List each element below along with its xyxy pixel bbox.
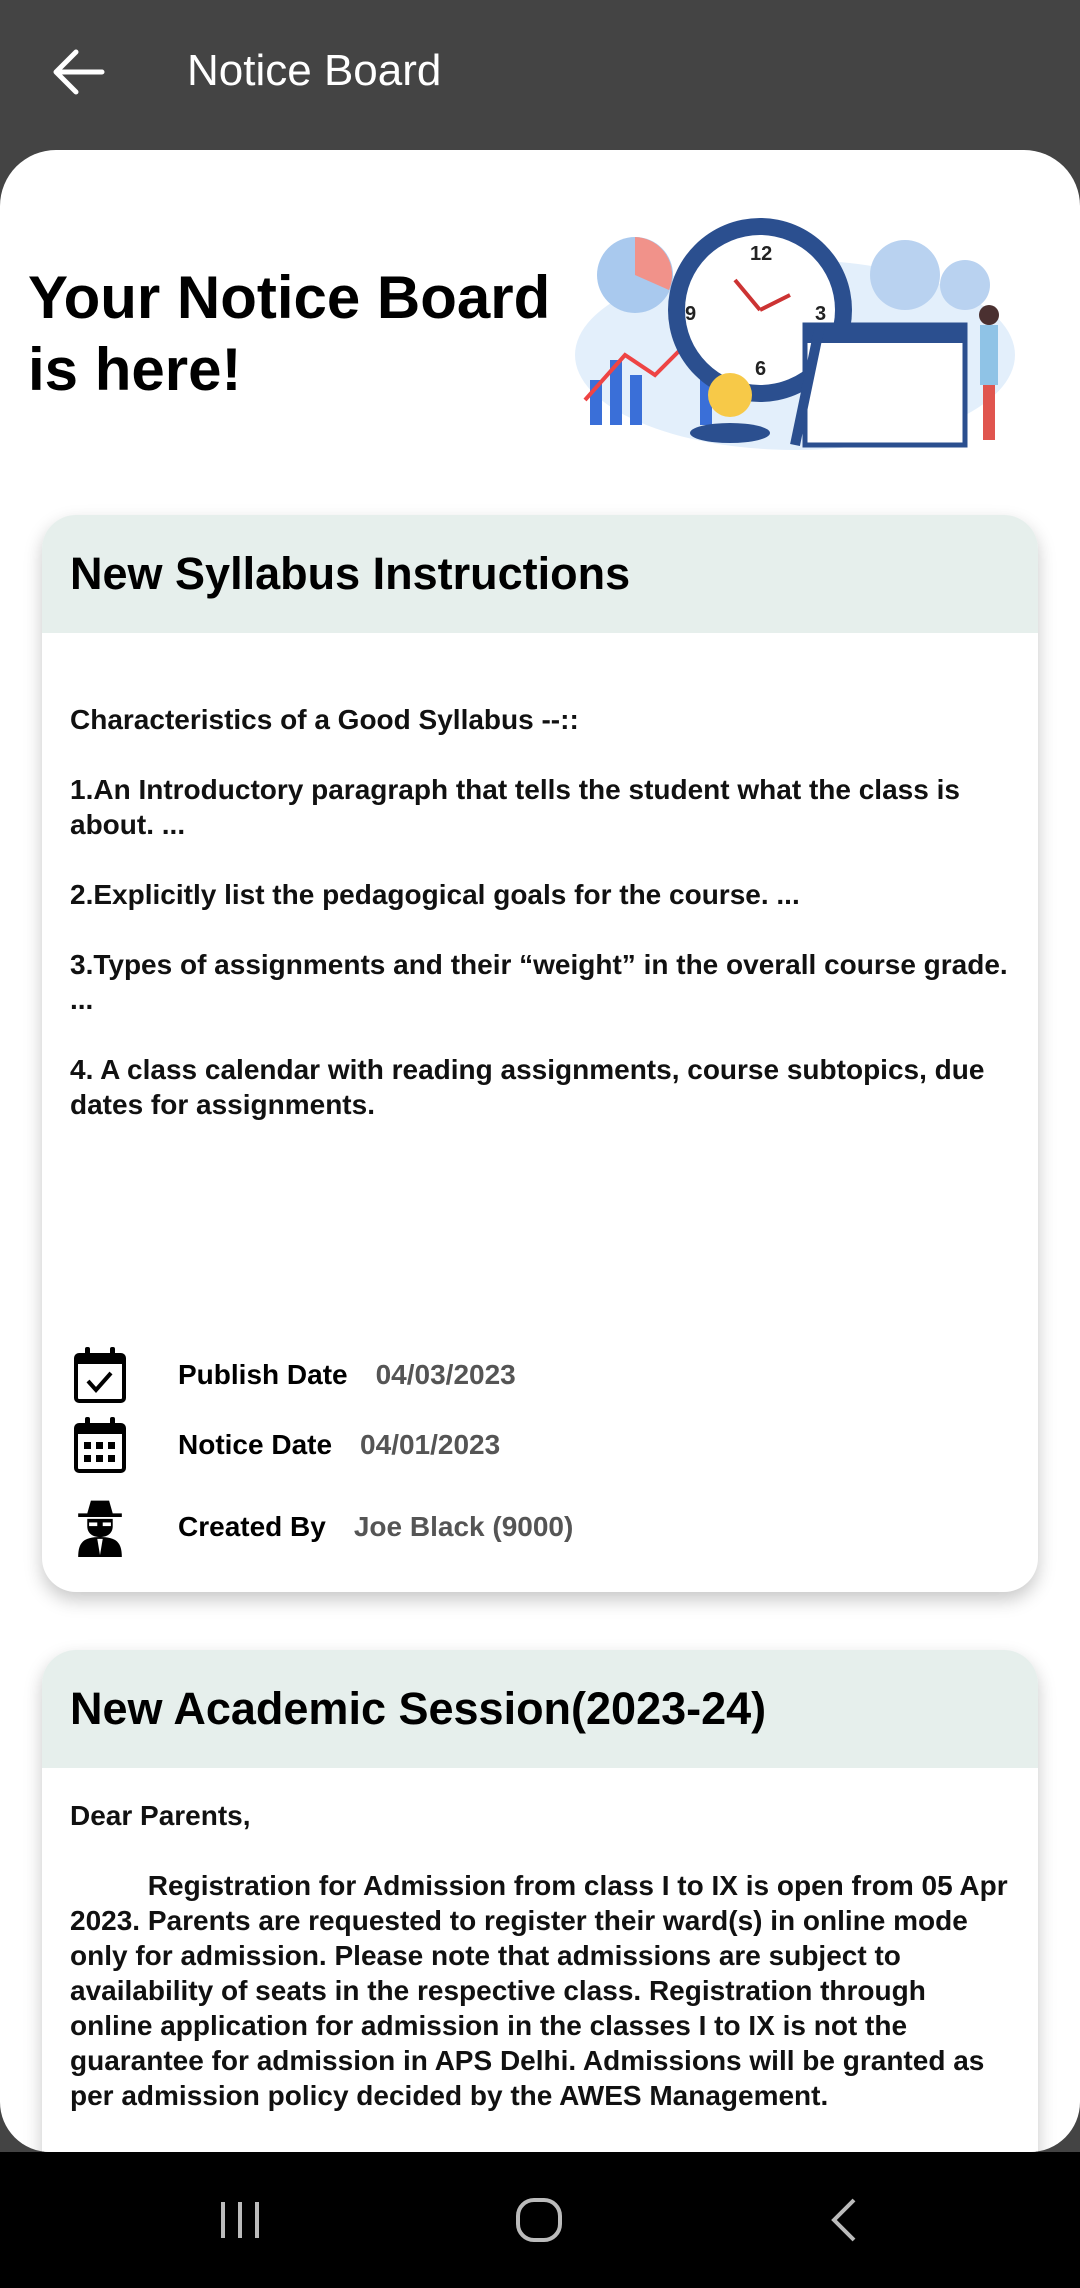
notice-card[interactable]: [42, 1650, 1038, 2152]
notice-card[interactable]: [42, 515, 1038, 1592]
notice-title: New Academic Session(2023-24): [42, 1650, 1038, 1768]
home-button[interactable]: [512, 2192, 568, 2253]
created-by-value: Joe Black (9000): [353, 1511, 574, 1542]
recent-apps-icon: [215, 2192, 265, 2248]
home-icon: [512, 2192, 568, 2248]
recent-apps-button[interactable]: [215, 2192, 265, 2253]
arrow-left-icon: [46, 40, 110, 104]
notice-board-illustration: [565, 205, 1025, 455]
created-by-row: [70, 1497, 573, 1557]
hero-heading: Your Notice Board is here!: [28, 264, 551, 403]
page-title: Notice Board: [187, 46, 442, 95]
svg-text:12: 12: [750, 243, 773, 265]
publish-date-label: Publish Date: [178, 1359, 348, 1390]
notice-title: New Syllabus Instructions: [42, 515, 1038, 633]
notice-body: Characteristics of a Good Syllabus --:: 1.An Introductory paragraph that tells the student what the class is about. ... 2.Explicitly list the pedagogical goals for the course. ... 3.Types of assignments and their “weight” in the overall course grade. ... 4. A class calendar with reading assignments, course subtopics, due dates for assignments.: [70, 704, 1008, 1120]
content-sheet[interactable]: [0, 150, 1080, 2152]
notice-date-row: [70, 1415, 500, 1475]
notice-date-value: 04/01/2023: [360, 1429, 501, 1460]
notice-body: Dear Parents, Registration for Admission from class I to IX is open from 05 Apr 2023. Parents are requested to register their ward(s) in online mode only for admission. Please note that admissions are subject to availability of seats in the respective class. Registration through online application for admission in the classes I to IX is not the guarantee for admission in APS Delhi. Admissions will be granted as per admission policy decided by the AWES Management.: [70, 1800, 1008, 2111]
back-nav-button[interactable]: [820, 2192, 870, 2253]
calendar-icon: [70, 1415, 130, 1475]
system-nav-bar: [0, 2152, 1080, 2288]
created-by-label: Created By: [178, 1511, 326, 1542]
svg-text:6: 6: [755, 358, 767, 380]
calendar-check-icon: [70, 1345, 130, 1405]
incognito-user-icon: [70, 1497, 130, 1557]
app-bar: [0, 0, 1080, 152]
chevron-left-icon: [820, 2192, 870, 2248]
notice-date-label: Notice Date: [178, 1429, 333, 1460]
svg-text:9: 9: [685, 303, 697, 325]
svg-text:3: 3: [815, 303, 827, 325]
publish-date-row: [70, 1345, 516, 1405]
back-button[interactable]: [46, 40, 110, 104]
publish-date-value: 04/03/2023: [375, 1359, 516, 1390]
